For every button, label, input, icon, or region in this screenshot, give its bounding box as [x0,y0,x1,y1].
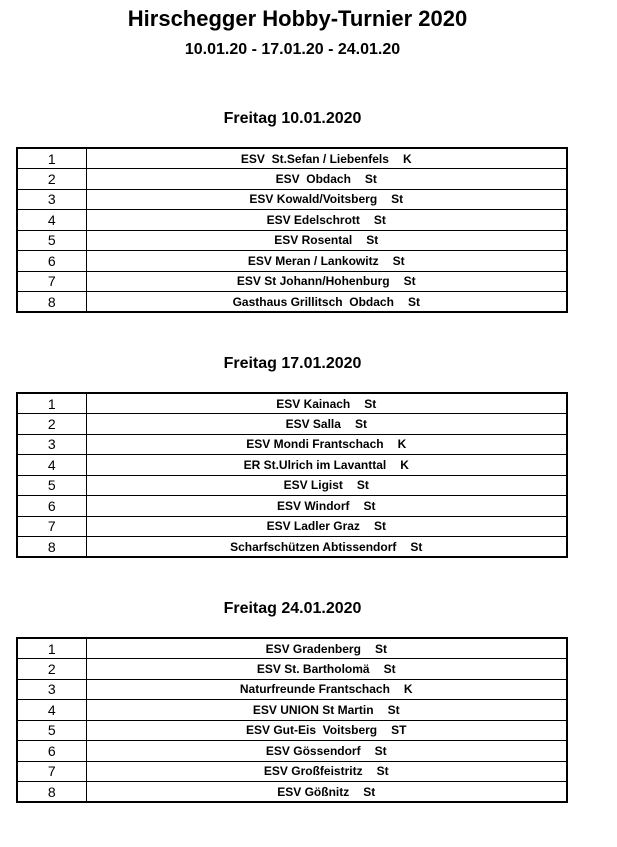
team-region-tag: St [363,498,376,513]
rank-number: 7 [17,271,86,292]
team-name: ESV Ladler Graz [266,519,360,534]
rank-number: 5 [17,720,86,741]
rank-number: 6 [17,741,86,762]
table-row [17,210,567,231]
rank-number: 8 [17,292,86,313]
rank-number: 4 [17,210,86,231]
table-row [17,679,567,700]
table-row [17,292,567,313]
rank-number: 8 [17,537,86,558]
team-region-tag: St [356,478,369,493]
team-cell [86,230,567,251]
team-name: ESV Gradenberg [265,641,361,656]
table-row [17,475,567,496]
rank-number: 3 [17,679,86,700]
page-title: Hirschegger Hobby-Turnier 2020 [127,6,468,31]
team-name: ESV Windorf [276,498,350,513]
table-row [17,271,567,292]
team-cell [86,251,567,272]
team-cell [86,638,567,659]
team-cell [86,292,567,313]
team-region-tag: St [383,661,396,676]
table-row [17,251,567,272]
table-row [17,720,567,741]
team-region-tag: St [354,416,367,431]
rank-number: 2 [17,169,86,190]
table-row [17,230,567,251]
team-cell [86,455,567,476]
team-region-tag: St [373,212,386,227]
table-row [17,761,567,782]
team-region-tag: St [387,702,400,717]
team-cell [86,516,567,537]
team-cell [86,434,567,455]
rank-number: 2 [17,659,86,680]
team-name: ESV Edelschrott [266,212,360,227]
team-cell [86,741,567,762]
team-cell [86,700,567,721]
team-region-tag: ST [391,723,407,738]
team-region-tag: St [363,784,376,799]
table-row [17,516,567,537]
team-name: ESV Rosental [274,233,353,248]
rank-number: 6 [17,496,86,517]
team-region-tag: K [402,151,412,166]
table-row [17,455,567,476]
team-name: ESV St. Bartholomä [256,661,370,676]
table-row [17,741,567,762]
team-name: ESV Salla [285,416,341,431]
team-name: ESV Kainach [276,396,351,411]
team-cell [86,782,567,803]
team-region-tag: St [374,743,387,758]
team-cell [86,271,567,292]
tournament-dates: 10.01.20 - 17.01.20 - 24.01.20 [184,41,401,58]
table-row [17,148,567,169]
table-row [17,189,567,210]
team-cell [86,393,567,414]
table-row [17,393,567,414]
team-name: ESV Gößnitz [277,784,350,799]
day-heading-2: Freitag 17.01.2020 [223,355,362,372]
team-cell [86,720,567,741]
rank-number: 5 [17,475,86,496]
team-name: ESV Großfeistritz [263,764,363,779]
team-cell [86,148,567,169]
table-row [17,537,567,558]
table-row [17,782,567,803]
team-region-tag: St [364,171,377,186]
team-table-day-1 [16,147,568,313]
team-region-tag: St [374,641,387,656]
team-name: ESV Obdach [275,171,351,186]
table-row [17,169,567,190]
team-cell [86,414,567,435]
team-name: ESV St.Sefan / Liebenfels [240,151,389,166]
rank-number: 4 [17,700,86,721]
team-cell [86,475,567,496]
team-region-tag: St [373,519,386,534]
table-row [17,496,567,517]
team-name: ESV Ligist [283,478,343,493]
team-name: ESV Gut-Eis Voitsberg [246,723,378,738]
day-heading-1: Freitag 10.01.2020 [223,110,362,127]
rank-number: 4 [17,455,86,476]
team-cell [86,761,567,782]
team-region-tag: St [403,274,416,289]
team-region-tag: St [407,294,420,309]
rank-number: 7 [17,516,86,537]
team-cell [86,210,567,231]
team-region-tag: St [391,192,404,207]
rank-number: 1 [17,638,86,659]
team-name: ESV UNION St Martin [252,702,374,717]
team-cell [86,496,567,517]
team-region-tag: St [364,396,377,411]
team-table-day-2 [16,392,568,558]
rank-number: 6 [17,251,86,272]
team-name: ESV Kowald/Voitsberg [249,192,378,207]
team-name: ESV Gössendorf [265,743,361,758]
team-region-tag: St [376,764,389,779]
team-region-tag: St [366,233,379,248]
team-name: ER St.Ulrich im Lavanttal [243,457,387,472]
team-region-tag: St [410,539,423,554]
rank-number: 7 [17,761,86,782]
team-name: ESV St Johann/Hohenburg [236,274,390,289]
team-cell [86,169,567,190]
rank-number: 1 [17,148,86,169]
team-name: Naturfreunde Frantschach [239,682,390,697]
rank-number: 3 [17,189,86,210]
team-region-tag: K [403,682,413,697]
team-cell [86,679,567,700]
team-cell [86,659,567,680]
table-row [17,434,567,455]
team-cell [86,189,567,210]
team-name: Scharfschützen Abtissendorf [230,539,397,554]
team-cell [86,537,567,558]
rank-number: 2 [17,414,86,435]
table-row [17,638,567,659]
team-table-day-3 [16,637,568,803]
team-region-tag: K [397,437,407,452]
rank-number: 8 [17,782,86,803]
day-heading-3: Freitag 24.01.2020 [223,600,362,617]
table-row [17,659,567,680]
team-name: ESV Mondi Frantschach [246,437,384,452]
rank-number: 3 [17,434,86,455]
rank-number: 1 [17,393,86,414]
table-row [17,414,567,435]
team-name: ESV Meran / Lankowitz [247,253,379,268]
rank-number: 5 [17,230,86,251]
table-row [17,700,567,721]
team-region-tag: St [392,253,405,268]
team-region-tag: K [400,457,409,472]
team-name: Gasthaus Grillitsch Obdach [232,294,394,309]
